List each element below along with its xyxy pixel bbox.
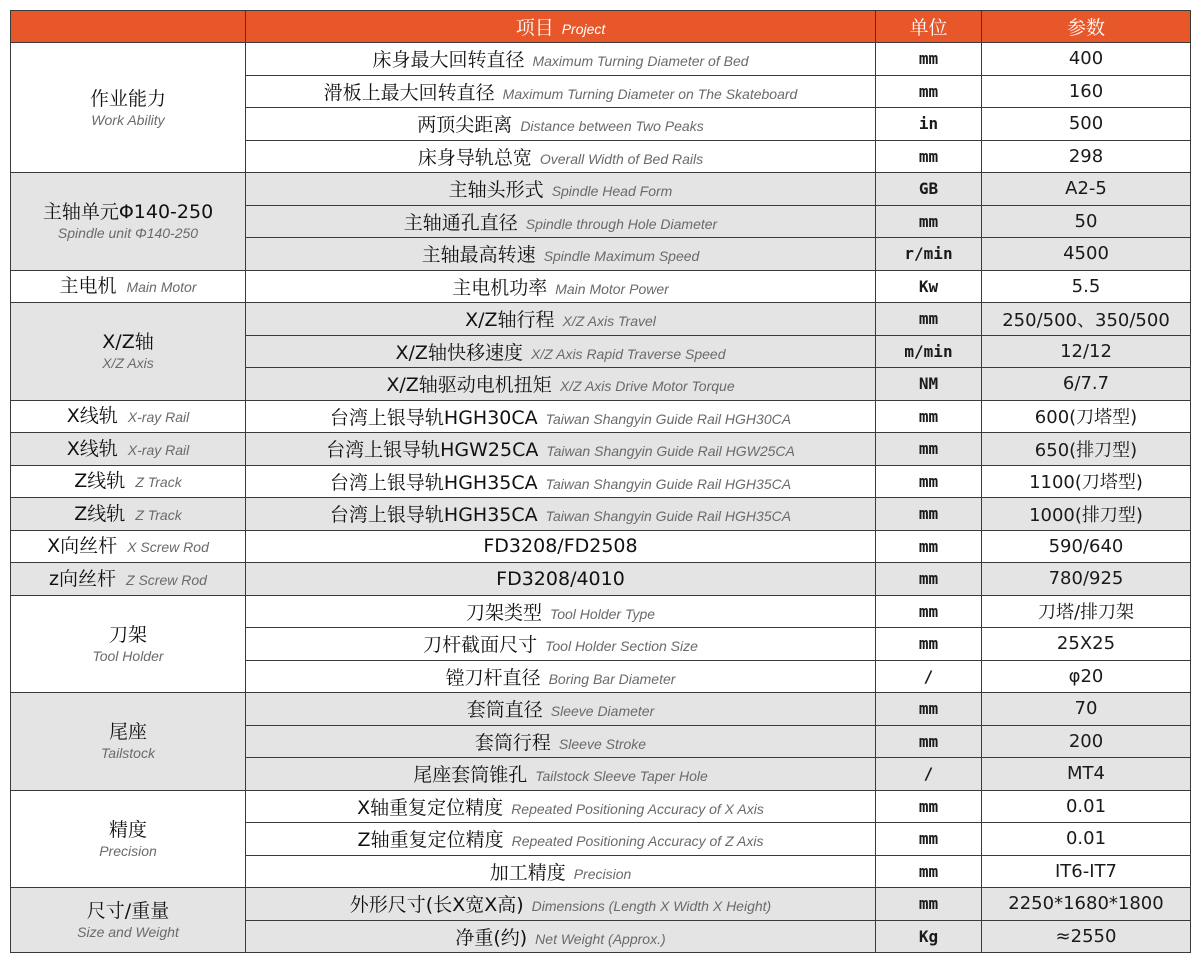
table-row	[11, 173, 1191, 206]
header-param: 参数	[982, 11, 1191, 43]
unit-cell: mm	[876, 725, 982, 758]
item-cell: 镗刀杆直径 Boring Bar Diameter	[246, 660, 876, 693]
table-row	[11, 595, 1191, 628]
unit-cell: mm	[876, 498, 982, 531]
value-cell: 4500	[982, 238, 1191, 271]
item-cell: X/Z轴行程 X/Z Axis Travel	[246, 303, 876, 336]
value-cell: 600(刀塔型)	[982, 400, 1191, 433]
unit-cell: mm	[876, 433, 982, 466]
table-row	[11, 270, 1191, 303]
value-cell: 200	[982, 725, 1191, 758]
item-cell: 两顶尖距离 Distance between Two Peaks	[246, 108, 876, 141]
group-work-ability: 作业能力 Work Ability	[11, 43, 246, 173]
value-cell: IT6-IT7	[982, 855, 1191, 888]
unit-cell: GB	[876, 173, 982, 206]
unit-cell: Kw	[876, 270, 982, 303]
unit-cell: Kg	[876, 920, 982, 953]
item-cell: 床身最大回转直径 Maximum Turning Diameter of Bed	[246, 43, 876, 76]
item-cell: 主轴头形式 Spindle Head Form	[246, 173, 876, 206]
item-cell: 台湾上银导轨HGW25CA Taiwan Shangyin Guide Rail HGW25CA	[246, 433, 876, 466]
group-tool-holder: 刀架 Tool Holder	[11, 595, 246, 693]
unit-cell: r/min	[876, 238, 982, 271]
unit-cell: mm	[876, 75, 982, 108]
unit-cell: mm	[876, 303, 982, 336]
table-row	[11, 43, 1191, 76]
value-cell: 50	[982, 205, 1191, 238]
value-cell: 250/500、350/500	[982, 303, 1191, 336]
value-cell: φ20	[982, 660, 1191, 693]
group-z-track: Z线轨 Z Track	[11, 498, 246, 531]
table-row	[11, 563, 1191, 596]
item-cell: 外形尺寸(长X宽X高) Dimensions (Length X Width X Height)	[246, 888, 876, 921]
group-tailstock: 尾座 Tailstock	[11, 693, 246, 791]
unit-cell: mm	[876, 693, 982, 726]
unit-cell: mm	[876, 855, 982, 888]
group-x-rail: X线轨 X-ray Rail	[11, 400, 246, 433]
table-row	[11, 465, 1191, 498]
item-cell: X/Z轴驱动电机扭矩 X/Z Axis Drive Motor Torque	[246, 368, 876, 401]
item-cell: 主电机功率 Main Motor Power	[246, 270, 876, 303]
spec-table	[10, 10, 1191, 953]
unit-cell: mm	[876, 595, 982, 628]
value-cell: 12/12	[982, 335, 1191, 368]
unit-cell: mm	[876, 140, 982, 173]
table-row	[11, 530, 1191, 563]
table-row	[11, 433, 1191, 466]
group-main-motor: 主电机 Main Motor	[11, 270, 246, 303]
value-cell: 70	[982, 693, 1191, 726]
group-x-rail: X线轨 X-ray Rail	[11, 433, 246, 466]
item-cell: FD3208/FD2508	[246, 530, 876, 563]
unit-cell: NM	[876, 368, 982, 401]
value-cell: 780/925	[982, 563, 1191, 596]
header-unit: 单位	[876, 11, 982, 43]
value-cell: 5.5	[982, 270, 1191, 303]
item-cell: 套筒行程 Sleeve Stroke	[246, 725, 876, 758]
unit-cell: /	[876, 758, 982, 791]
header-blank	[11, 11, 246, 43]
item-cell: 主轴通孔直径 Spindle through Hole Diameter	[246, 205, 876, 238]
value-cell: 1100(刀塔型)	[982, 465, 1191, 498]
item-cell: 刀架类型 Tool Holder Type	[246, 595, 876, 628]
item-cell: 刀杆截面尺寸 Tool Holder Section Size	[246, 628, 876, 661]
item-cell: Z轴重复定位精度 Repeated Positioning Accuracy of Z Axis	[246, 823, 876, 856]
value-cell: 刀塔/排刀架	[982, 595, 1191, 628]
table-row	[11, 400, 1191, 433]
item-cell: 台湾上银导轨HGH35CA Taiwan Shangyin Guide Rail HGH35CA	[246, 498, 876, 531]
unit-cell: mm	[876, 823, 982, 856]
header-row	[11, 11, 1191, 43]
value-cell: 298	[982, 140, 1191, 173]
value-cell: 160	[982, 75, 1191, 108]
value-cell: 25X25	[982, 628, 1191, 661]
table-row	[11, 498, 1191, 531]
unit-cell: /	[876, 660, 982, 693]
value-cell: 500	[982, 108, 1191, 141]
item-cell: X轴重复定位精度 Repeated Positioning Accuracy of X Axis	[246, 790, 876, 823]
group-xz-axis: X/Z轴 X/Z Axis	[11, 303, 246, 401]
unit-cell: mm	[876, 43, 982, 76]
group-z-track: Z线轨 Z Track	[11, 465, 246, 498]
unit-cell: mm	[876, 563, 982, 596]
group-precision: 精度 Precision	[11, 790, 246, 888]
item-cell: X/Z轴快移速度 X/Z Axis Rapid Traverse Speed	[246, 335, 876, 368]
table-row	[11, 790, 1191, 823]
item-cell: 台湾上银导轨HGH35CA Taiwan Shangyin Guide Rail HGH35CA	[246, 465, 876, 498]
table-row	[11, 693, 1191, 726]
unit-cell: mm	[876, 400, 982, 433]
group-size-weight: 尺寸/重量 Size and Weight	[11, 888, 246, 953]
table-row	[11, 303, 1191, 336]
value-cell: 2250*1680*1800	[982, 888, 1191, 921]
value-cell: 0.01	[982, 790, 1191, 823]
unit-cell: in	[876, 108, 982, 141]
unit-cell: m/min	[876, 335, 982, 368]
item-cell: 加工精度 Precision	[246, 855, 876, 888]
value-cell: 6/7.7	[982, 368, 1191, 401]
value-cell: ≈2550	[982, 920, 1191, 953]
unit-cell: mm	[876, 205, 982, 238]
item-cell: 主轴最高转速 Spindle Maximum Speed	[246, 238, 876, 271]
header-item-en: Project	[561, 21, 606, 37]
value-cell: 1000(排刀型)	[982, 498, 1191, 531]
item-cell: 尾座套筒锥孔 Tailstock Sleeve Taper Hole	[246, 758, 876, 791]
value-cell: 400	[982, 43, 1191, 76]
item-cell: 台湾上银导轨HGH30CA Taiwan Shangyin Guide Rail HGH30CA	[246, 400, 876, 433]
item-cell: 滑板上最大回转直径 Maximum Turning Diameter on The Skateboard	[246, 75, 876, 108]
value-cell: 590/640	[982, 530, 1191, 563]
table-row	[11, 888, 1191, 921]
group-z-screw-rod: z向丝杆 Z Screw Rod	[11, 563, 246, 596]
value-cell: MT4	[982, 758, 1191, 791]
group-spindle-unit: 主轴单元Φ140-250 Spindle unit Φ140-250	[11, 173, 246, 271]
unit-cell: mm	[876, 465, 982, 498]
unit-cell: mm	[876, 628, 982, 661]
item-cell: 套筒直径 Sleeve Diameter	[246, 693, 876, 726]
group-x-screw-rod: X向丝杆 X Screw Rod	[11, 530, 246, 563]
unit-cell: mm	[876, 888, 982, 921]
item-cell: 净重(约) Net Weight (Approx.)	[246, 920, 876, 953]
unit-cell: mm	[876, 790, 982, 823]
item-cell: 床身导轨总宽 Overall Width of Bed Rails	[246, 140, 876, 173]
value-cell: 0.01	[982, 823, 1191, 856]
value-cell: 650(排刀型)	[982, 433, 1191, 466]
item-cell: FD3208/4010	[246, 563, 876, 596]
header-item	[246, 11, 876, 43]
header-item-zh: 项目	[515, 17, 554, 39]
unit-cell: mm	[876, 530, 982, 563]
value-cell: A2-5	[982, 173, 1191, 206]
